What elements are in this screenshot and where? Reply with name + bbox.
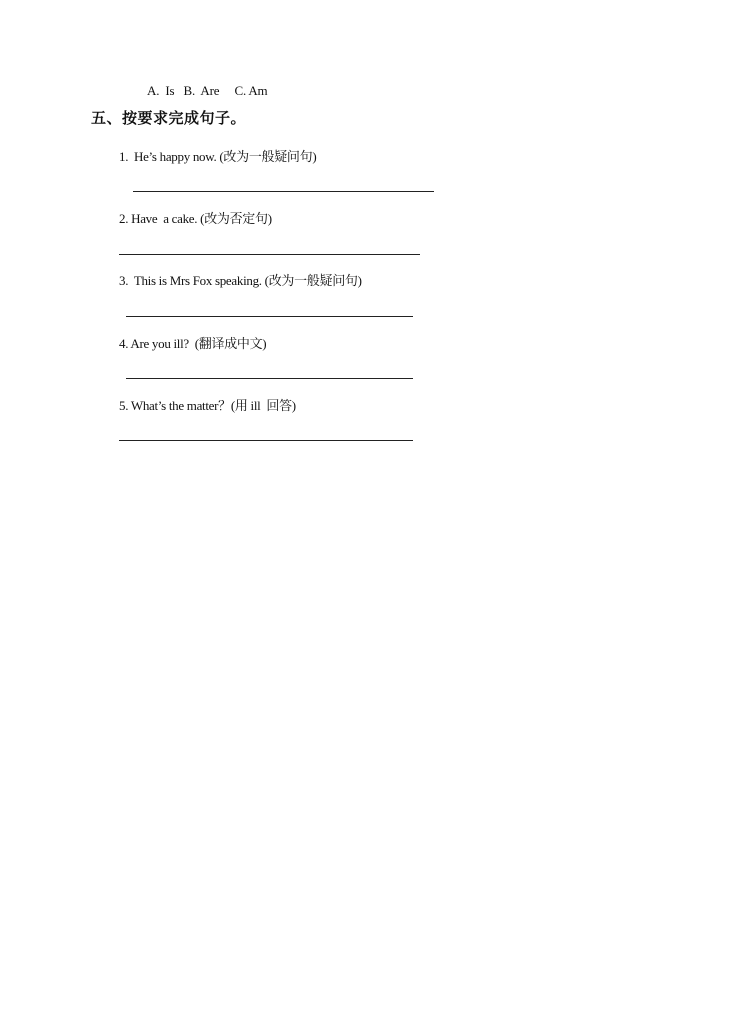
answer-line-3[interactable] — [126, 316, 413, 317]
question-5: 5. What’s the matter？(用 ill 回答) — [119, 398, 296, 413]
choice-options: A. Is B. Are C. Am — [147, 83, 268, 98]
answer-line-5[interactable] — [119, 440, 413, 441]
question-2: 2. Have a cake. (改为否定句) — [119, 211, 272, 226]
section-title: 五、按要求完成句子。 — [91, 109, 247, 127]
answer-line-1[interactable] — [133, 191, 434, 192]
answer-line-2[interactable] — [119, 254, 420, 255]
answer-line-4[interactable] — [126, 378, 413, 379]
question-1: 1. He’s happy now. (改为一般疑问句) — [119, 149, 317, 164]
question-3: 3. This is Mrs Fox speaking. (改为一般疑问句) — [119, 273, 362, 288]
question-4: 4. Are you ill? (翻译成中文) — [119, 336, 267, 351]
